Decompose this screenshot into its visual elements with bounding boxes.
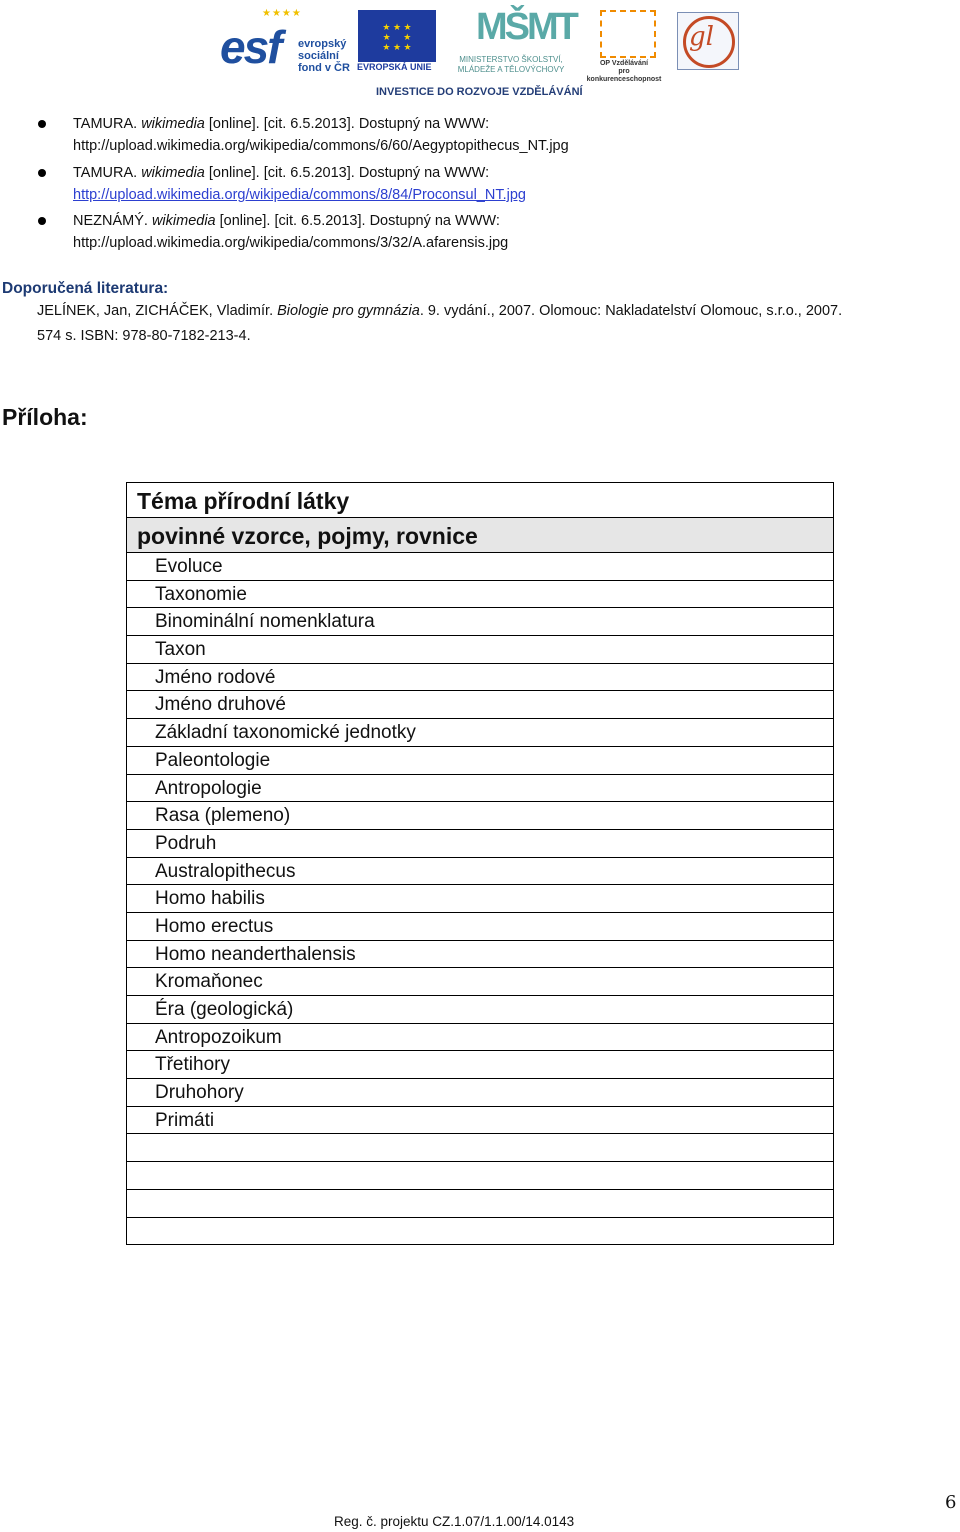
table-header-terms: povinné vzorce, pojmy, rovnice <box>127 518 833 553</box>
op-logo-icon <box>600 10 656 58</box>
literature-heading: Doporučená literatura: <box>2 280 169 297</box>
term-cell: Druhohory <box>155 1082 244 1104</box>
op-logo-text: OP Vzdělávání pro konkurenceschopnost <box>586 60 662 83</box>
reference-source: wikimedia <box>151 213 216 229</box>
reference-source: wikimedia <box>141 165 205 181</box>
reference-details: [online]. [cit. 6.5.2013]. Dostupný na WWW: <box>215 213 500 229</box>
eu-stars-icon: ★ ★ ★ ★ ★ ★ ★ ★ <box>382 22 412 52</box>
table-row <box>127 581 833 609</box>
reference-details: [online]. [cit. 6.5.2013]. Dostupný na WWW: <box>204 165 490 181</box>
term-cell: Éra (geologická) <box>155 999 294 1020</box>
gl-logo: gl <box>689 22 714 52</box>
term-cell: Antropozoikum <box>155 1026 282 1048</box>
term-cell: Základní taxonomické jednotky <box>155 722 416 744</box>
reference-item <box>38 213 938 259</box>
literature-details: . 9. vydání., 2007. Olomouc: Nakladatelství Olomouc, s.r.o., 2007. <box>419 303 843 319</box>
reference-url: http://upload.wikimedia.org/wikipedia/commons/3/32/A.afarensis.jpg <box>73 235 509 251</box>
literature-isbn: 574 s. ISBN: 978-80-7182-213-4. <box>37 328 251 344</box>
table-row <box>127 1162 833 1190</box>
reference-author: NEZNÁMÝ. <box>73 213 152 229</box>
invest-slogan: INVESTICE DO ROZVOJE VZDĚLÁVÁNÍ <box>376 86 583 98</box>
term-cell: Australopithecus <box>155 860 296 882</box>
term-cell: Paleontologie <box>155 749 271 771</box>
literature-book-title: Biologie pro gymnázia <box>277 303 420 319</box>
table-row <box>127 775 833 803</box>
reference-details: [online]. [cit. 6.5.2013]. Dostupný na WWW: <box>204 116 490 132</box>
table-row <box>127 913 833 941</box>
term-cell: Jméno druhové <box>155 694 286 716</box>
attachment-heading: Příloha: <box>2 404 88 430</box>
term-cell: Homo neanderthalensis <box>155 943 356 965</box>
term-cell: Homo erectus <box>155 915 274 937</box>
table-row <box>127 1190 833 1218</box>
term-list <box>127 553 833 1245</box>
bullet-icon <box>38 169 46 177</box>
term-cell: Třetihory <box>155 1054 230 1076</box>
reference-citation <box>73 165 489 181</box>
reference-url: http://upload.wikimedia.org/wikipedia/commons/6/60/Aegyptopithecus_NT.jpg <box>73 138 569 154</box>
table-row <box>127 719 833 747</box>
eu-logo-text: EVROPSKÁ UNIE <box>357 62 432 72</box>
table-row <box>127 691 833 719</box>
term-cell: Taxon <box>155 639 206 661</box>
reference-item <box>38 165 938 211</box>
bullet-icon <box>38 120 46 128</box>
table-header-topic: Téma přírodní látky <box>127 483 833 518</box>
logo-banner <box>0 0 960 104</box>
term-cell: Taxonomie <box>155 583 247 605</box>
table-row <box>127 636 833 664</box>
term-cell: Kromaňonec <box>155 971 263 993</box>
term-cell: Evoluce <box>155 556 223 577</box>
table-row <box>127 830 833 858</box>
table-row <box>127 1079 833 1107</box>
reference-author: TAMURA. <box>73 116 142 132</box>
table-row <box>127 885 833 913</box>
project-registration: Reg. č. projektu CZ.1.07/1.1.00/14.0143 <box>334 1514 575 1529</box>
bullet-icon <box>38 217 46 225</box>
msmt-logo: MŠMT <box>476 6 576 48</box>
esf-stars-icon: ★★★★ <box>262 8 302 19</box>
page-number: 6 <box>945 1492 957 1513</box>
table-row <box>127 1051 833 1079</box>
literature-authors: JELÍNEK, Jan, ZICHÁČEK, Vladimír. <box>37 303 278 319</box>
table-row <box>127 1107 833 1135</box>
reference-link[interactable]: http://upload.wikimedia.org/wikipedia/commons/8/84/Proconsul_NT.jpg <box>73 187 526 203</box>
table-row <box>127 664 833 692</box>
table-row <box>127 941 833 969</box>
term-cell: Binominální nomenklatura <box>155 611 375 633</box>
esf-logo: esf <box>220 21 281 73</box>
table-row <box>127 968 833 996</box>
table-row <box>127 1218 833 1246</box>
msmt-logo-text: MINISTERSTVO ŠKOLSTVÍ, MLÁDEŽE A TĚLOVÝCHOVY <box>457 55 565 74</box>
term-cell: Rasa (plemeno) <box>155 805 291 827</box>
esf-logo-text: evropský sociální fond v ČR <box>298 38 350 74</box>
reference-item <box>38 116 938 162</box>
table-row <box>127 996 833 1024</box>
table-row <box>127 608 833 636</box>
reference-citation <box>73 116 489 132</box>
reference-source: wikimedia <box>141 116 205 132</box>
table-row <box>127 1024 833 1052</box>
table-row <box>127 747 833 775</box>
reference-citation <box>73 213 500 229</box>
table-row <box>127 802 833 830</box>
table-row <box>127 858 833 886</box>
term-cell: Podruh <box>155 832 217 854</box>
term-cell: Jméno rodové <box>155 666 276 688</box>
table-row <box>127 1134 833 1162</box>
term-cell: Homo habilis <box>155 888 265 910</box>
topic-table <box>126 482 834 1245</box>
literature-citation <box>37 303 842 319</box>
table-row <box>127 553 833 581</box>
term-cell: Antropologie <box>155 777 262 799</box>
reference-author: TAMURA. <box>73 165 142 181</box>
term-cell: Primáti <box>155 1109 215 1131</box>
